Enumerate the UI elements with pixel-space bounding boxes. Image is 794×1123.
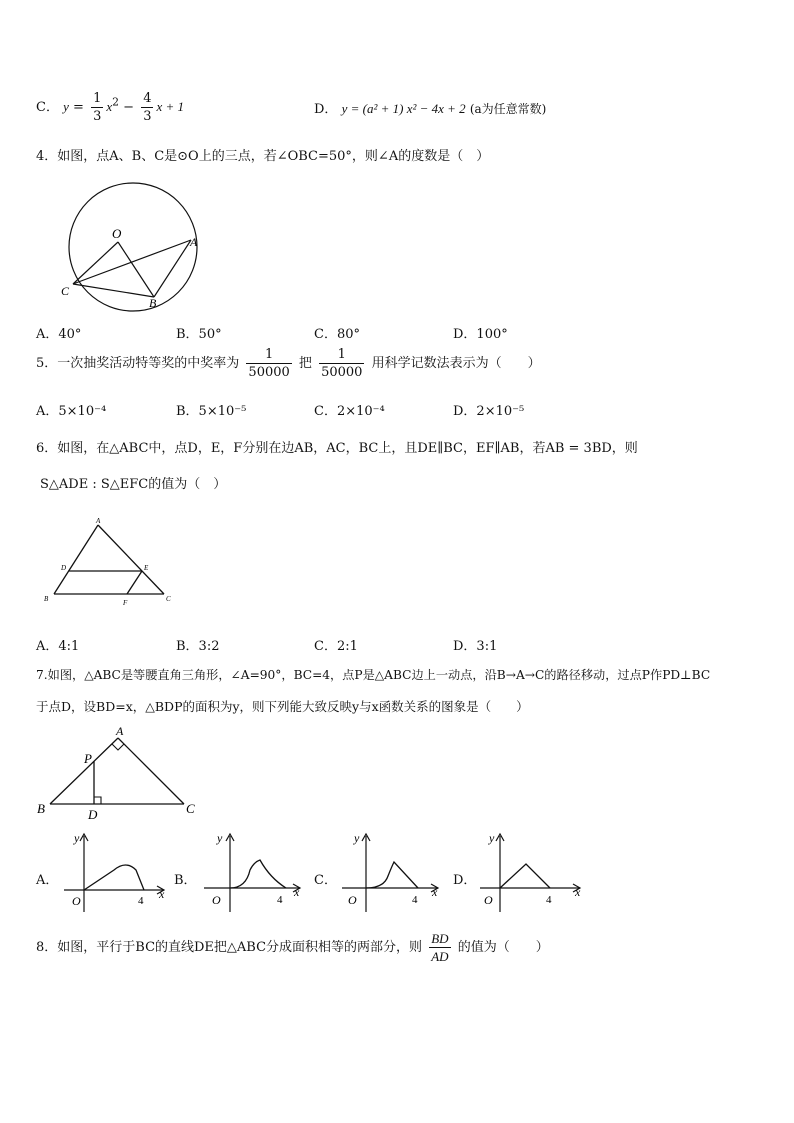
- math-op: −: [123, 100, 135, 115]
- tick-label-4: 4: [277, 894, 283, 906]
- q3-option-d: [314, 98, 546, 117]
- label-a: A: [116, 724, 124, 738]
- x-label: x: [432, 885, 438, 899]
- frac-num: 4: [143, 91, 152, 106]
- q7-stem-line1: 7.如图，△ABC是等腰直角三角形，∠A=90°，BC=4，点P是△ABC边上一动点，沿B→A→C的路径移动，过点P作PD⊥BC: [36, 668, 711, 682]
- label-b: B: [44, 595, 49, 603]
- segment-ac: [118, 738, 184, 804]
- q7-graph-d-label: D．: [453, 873, 477, 888]
- q7-stem-line2: 于点D，设BD=x，△BDP的面积为y，则下列能大致反映y与x函数关系的图象是（ ）: [36, 699, 529, 714]
- origin-label: O: [72, 894, 81, 908]
- frac-den: 50000: [248, 365, 290, 380]
- segment-ef: [127, 571, 142, 594]
- fraction: [141, 90, 153, 125]
- label-c: C: [61, 284, 70, 298]
- q5-option-d: D．2×10⁻⁵: [453, 404, 525, 419]
- q6-stem-line2: S△ADE : S△EFC的值为（ ）: [40, 477, 227, 492]
- label-e: E: [144, 564, 149, 572]
- y-label: y: [354, 831, 360, 845]
- segment-ba: [154, 240, 191, 297]
- tick-label-4: 4: [412, 894, 418, 906]
- circle-o: [69, 183, 197, 311]
- math-expr: y = (a² + 1) x² − 4x + 2: [341, 101, 466, 116]
- q5-stem: [36, 346, 541, 381]
- tick-label-4: 4: [138, 895, 144, 907]
- segment-ob: [118, 242, 154, 297]
- x-label: x: [294, 885, 300, 899]
- graph-curve: [366, 862, 418, 888]
- label-d: D: [88, 807, 98, 822]
- label-c: C: [166, 595, 171, 603]
- graph-curve: [230, 860, 286, 888]
- label-d: D: [61, 564, 67, 572]
- right-angle-mark-d: [94, 797, 101, 804]
- q6-option-a: A．4:1: [36, 639, 80, 654]
- y-label: y: [217, 831, 223, 845]
- origin-label: O: [348, 893, 357, 907]
- y-label: y: [74, 831, 80, 845]
- origin-label: O: [212, 893, 221, 907]
- q4-option-c: C．80°: [314, 327, 360, 342]
- origin-label: O: [484, 893, 493, 907]
- segment-ba: [50, 738, 118, 804]
- x-label: x: [159, 887, 165, 901]
- q8-stem: [36, 930, 549, 965]
- stem-text: 8．如图，平行于BC的直线DE把△ABC分成面积相等的两部分，则: [36, 940, 423, 955]
- math-expr: x + 1: [156, 99, 185, 114]
- q6-figure-triangle: [40, 515, 180, 607]
- q3-option-c: [36, 90, 184, 125]
- graph-curve: [84, 865, 144, 890]
- q4-stem: 4．如图，点A、B、C是⊙O上的三点，若∠OBC=50°，则∠A的度数是（ ）: [36, 149, 490, 164]
- stem-text: 用科学记数法表示为（ ）: [371, 356, 541, 371]
- q4-option-d: D．100°: [453, 327, 508, 342]
- q5-option-b: B．5×10⁻⁵: [176, 404, 247, 419]
- option-note: (a为任意常数): [469, 102, 547, 116]
- q4-figure-circle: [50, 182, 210, 312]
- stem-text: 把: [298, 356, 312, 371]
- segment-ca: [73, 240, 191, 284]
- stem-text: 的值为（ ）: [457, 940, 549, 955]
- math-var: x: [106, 99, 113, 114]
- label-b: B: [37, 801, 45, 816]
- label-p: P: [84, 751, 92, 766]
- option-prefix: D．: [314, 102, 338, 117]
- label-a: A: [190, 235, 198, 249]
- right-angle-mark-a: [112, 744, 124, 750]
- q7-graph-c-label: C．: [314, 873, 337, 888]
- q7-graph-b: [196, 828, 306, 918]
- y-label: y: [489, 831, 495, 845]
- q4-option-a: A．40°: [36, 327, 82, 342]
- tick-label-4: 4: [546, 894, 552, 906]
- segment-ab: [54, 525, 98, 594]
- label-c: C: [186, 801, 195, 816]
- q7-graph-a-label: A．: [36, 873, 59, 888]
- q4-option-b: B．50°: [176, 327, 222, 342]
- option-prefix: C．: [36, 100, 59, 115]
- exponent: 2: [112, 95, 120, 109]
- frac-num: 1: [246, 346, 291, 364]
- frac-den: 3: [93, 109, 102, 124]
- fraction: [91, 90, 103, 125]
- q5-option-c: C．2×10⁻⁴: [314, 404, 385, 419]
- fraction: [319, 346, 364, 381]
- stem-text: 5．一次抽奖活动特等奖的中奖率为: [36, 356, 240, 371]
- frac-den: AD: [431, 949, 449, 964]
- q5-option-a: A．5×10⁻⁴: [36, 404, 107, 419]
- q6-option-b: B．3:2: [176, 639, 220, 654]
- frac-den: 50000: [321, 365, 363, 380]
- q7-graph-d: [472, 828, 587, 918]
- label-a: A: [96, 517, 101, 525]
- label-f: F: [123, 599, 128, 607]
- frac-num: BD: [431, 931, 449, 946]
- q7-graph-a: [56, 828, 176, 918]
- frac-num: 1: [319, 346, 364, 364]
- label-b: B: [149, 296, 157, 310]
- x-label: x: [575, 885, 581, 899]
- frac-den: 3: [143, 109, 152, 124]
- label-o: O: [112, 226, 122, 241]
- frac-num: 1: [93, 91, 102, 106]
- math-var: y: [63, 99, 69, 114]
- segment-ac: [98, 525, 164, 594]
- q7-figure-triangle: [34, 722, 204, 822]
- segment-oc: [73, 242, 118, 284]
- segment-cb: [73, 284, 154, 297]
- q7-graph-b-label: B．: [174, 873, 197, 888]
- q6-option-c: C．2:1: [314, 639, 358, 654]
- q6-option-d: D．3:1: [453, 639, 498, 654]
- fraction: [429, 930, 450, 965]
- graph-curve: [500, 864, 550, 888]
- q6-stem-line1: 6．如图，在△ABC中，点D，E，F分别在边AB，AC，BC上，且DE∥BC，EF∥AB，若AB = 3BD，则: [36, 441, 638, 456]
- math-eq: =: [73, 100, 84, 115]
- fraction: [246, 346, 291, 381]
- q7-graph-c: [334, 828, 444, 918]
